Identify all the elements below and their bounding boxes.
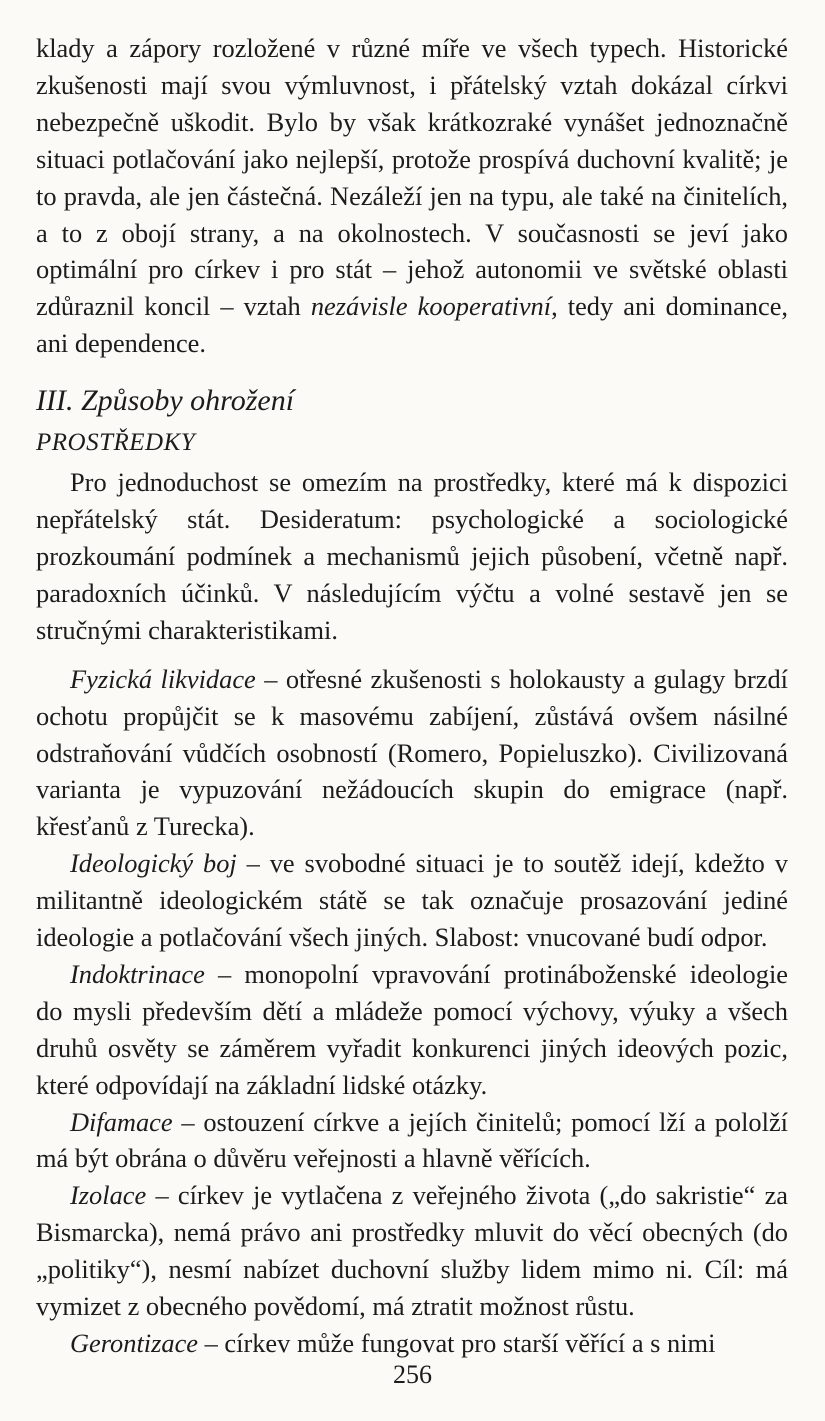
entry-text: – církev je vytlačena z veřejného života („do sakristie“ za Bismarcka), nemá právo ani prostředky mluvit do věcí obecných (do „politiky“), nesmí nabízet duchovní služby lidem mimo ni. Cíl: má vymizet z obecného povědomí, má ztratit možnost růstu. — [36, 1180, 788, 1322]
opening-text-1: klady a zápory rozložené v různé míře ve všech typech. Historické zkušenosti mají svou výmluvnost, i přátelský vztah dokázal církvi nebezpečně uškodit. Bylo by však krátkozraké vynášet jednoznačně situaci potlačování jako nejlepší, protože prospívá duchovní kvalitě; je to pravda, ale jen částečná. Nezáleží jen na typu, ale také na činitelích, a to z obojí strany, a na okolnostech. V současnosti se jeví jako optimální pro církev i pro stát – jehož autonomii ve světské oblasti zdůraznil koncil – vztah — [36, 33, 788, 322]
entry-term: Fyzická likvidace — [70, 663, 256, 694]
entry-term: Ideologický boj — [70, 848, 237, 879]
entry-term: Indoktrinace — [70, 958, 205, 989]
entry-term: Izolace — [70, 1180, 147, 1211]
entry-text: – monopolní vpravování protináboženské ideologie do mysli především dětí a mládeže pomocí výchovy, výuky a všech druhů osvěty se záměrem vyřadit konkurenci jiných ideových pozic, které odpovídají na základní lidské otázky. — [36, 958, 788, 1100]
entry-paragraph — [36, 845, 788, 956]
section-heading: III. Způsoby ohrožení — [36, 384, 295, 418]
entry-paragraph — [36, 1104, 788, 1178]
entry-paragraph — [36, 1177, 788, 1325]
opening-paragraph — [36, 30, 788, 362]
emphasis-text: nezávisle kooperativní — [310, 291, 552, 322]
entry-term: Gerontizace — [70, 1328, 199, 1358]
page-number: 256 — [393, 1360, 432, 1389]
entry-paragraph — [36, 956, 788, 1104]
entry-text: – církev může fungovat pro starší věřící a s nimi — [198, 1328, 716, 1358]
intro-paragraph: Pro jednoduchost se omezím na prostředky, které má k dispozici nepřátelský stát. Desideratum: psychologické a sociologické prozkoumání podmínek a mechanismů jejich působení, včetně např. paradoxních účinků. V následujícím výčtu a volné sestavě jen se stručnými charakteristikami. — [36, 467, 788, 645]
entry-text: – otřesné zkušenosti s holokausty a gulagy brzdí ochotu propůjčit se k masovému zabíjení, zůstává ovšem násilné odstraňování vůdčích osobností (Romero, Popieluszko). Civilizovaná varianta je vypuzování nežádoucích skupin do emigrace (např. křesťanů z Turecka). — [36, 663, 788, 842]
entry-paragraph — [36, 661, 788, 846]
subheading: PROSTŘEDKY — [36, 429, 196, 457]
opening-text-2: , tedy ani dominance, ani dependence. — [36, 291, 789, 359]
entry-term: Difamace — [70, 1106, 173, 1137]
entry-text: – ostouzení církve a jejích činitelů; pomocí lží a pololží má být obrána o důvěru veřejnosti a hlavně věřících. — [36, 1106, 788, 1174]
entry-paragraph — [36, 1325, 788, 1362]
entry-text: – ve svobodné situaci je to soutěž idejí, kdežto v militantně ideologickém státě se tak označuje prosazování jediné ideologie a potlačování všech jiných. Slabost: vnucované budí odpor. — [36, 848, 788, 953]
book-page — [36, 30, 789, 1358]
